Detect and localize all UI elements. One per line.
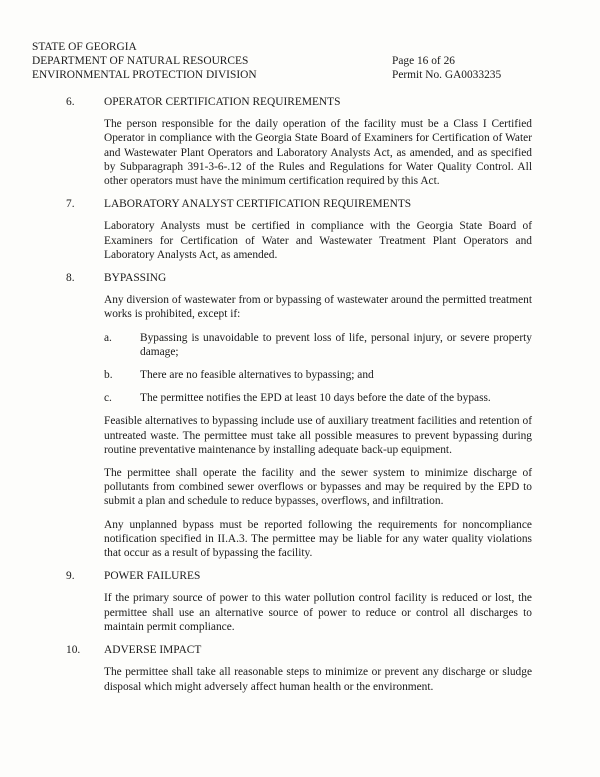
list-item-text: There are no feasible alternatives to bypassing; and (140, 369, 374, 382)
list-item-text: Bypassing is unavoidable to prevent loss of life, personal injury, or severe property damage; (140, 331, 532, 358)
agency-line: STATE OF GEORGIA (32, 41, 137, 53)
permit-number: Permit No. GA0033235 (392, 69, 502, 81)
section-number: 9. (66, 570, 75, 583)
page-info (392, 54, 501, 82)
section-operator-certification (32, 95, 532, 188)
agency-block (32, 40, 257, 82)
section-number: 10. (66, 644, 81, 657)
page-number: Page 16 of 26 (392, 55, 455, 67)
document-body (32, 95, 532, 703)
list-item (104, 368, 532, 382)
list-item-letter: b. (104, 369, 113, 382)
section-number: 7. (66, 198, 75, 211)
section-power-failures (32, 569, 532, 634)
section-title: ADVERSE IMPACT (104, 644, 202, 657)
list-item-text: The permittee notifies the EPD at least 10 days before the date of the bypass. (140, 392, 491, 405)
agency-line: DEPARTMENT OF NATURAL RESOURCES (32, 55, 249, 67)
paragraph: The permittee shall take all reasonable steps to minimize or prevent any discharge or sludge disposal which might adversely affect human health or the environment. (104, 666, 532, 693)
paragraph: Feasible alternatives to bypassing include use of auxiliary treatment facilities and retention of untreated waste. The permittee must take all possible measures to prevent bypassing during routine preventative maintenance by installing adequate back-up equipment. (104, 415, 532, 456)
paragraph: The permittee shall operate the facility and the sewer system to minimize discharge of pollutants from combined sewer overflows or bypasses and may be required by the EPD to submit a plan and schedule to reduce bypasses, overflows, and infiltration. (104, 467, 532, 508)
section-heading (32, 569, 532, 583)
list-item (104, 331, 532, 359)
paragraph: If the primary source of power to this water pollution control facility is reduced or lost, the permittee shall use an alternative source of power to reduce or control all discharges to maintain permit compliance. (104, 592, 532, 633)
section-bypassing (32, 271, 532, 560)
section-title: OPERATOR CERTIFICATION REQUIREMENTS (104, 96, 341, 108)
paragraph: The person responsible for the daily operation of the facility must be a Class I Certified Operator in compliance with the Georgia State Board of Examiners for Certification of Water and Wastewater Plant Operators and Laboratory Analysts Act, as amended, and as specified by Subparagraph 391-3-6-.12 of the Rules and Regulations for Water Quality Control. All other operators must have the minimum certification required by this Act. (104, 118, 532, 188)
section-number: 8. (66, 272, 75, 285)
list-item (104, 391, 532, 405)
section-heading (32, 271, 532, 285)
paragraph: Any diversion of wastewater from or bypassing of wastewater around the permitted treatment works is prohibited, except if: (104, 294, 532, 321)
paragraph: Any unplanned bypass must be reported following the requirements for noncompliance notification specified in II.A.3. The permittee may be liable for any water quality violations that occur as a result of bypassing the facility. (104, 518, 532, 560)
section-heading (32, 95, 532, 109)
section-heading (32, 197, 532, 211)
section-title: LABORATORY ANALYST CERTIFICATION REQUIREMENTS (104, 198, 412, 211)
section-number: 6. (66, 96, 75, 108)
list-item-letter: c. (104, 392, 112, 405)
section-title: BYPASSING (104, 272, 167, 285)
section-laboratory-certification (32, 197, 532, 262)
section-heading (32, 643, 532, 657)
agency-line: ENVIRONMENTAL PROTECTION DIVISION (32, 69, 257, 81)
section-adverse-impact (32, 643, 532, 694)
paragraph: Laboratory Analysts must be certified in compliance with the Georgia State Board of Examiners for Certification of Water and Wastewater Treatment Plant Operators and Laboratory Analysts Act, as amended. (104, 220, 532, 261)
section-title: POWER FAILURES (104, 570, 201, 583)
list-item-letter: a. (104, 331, 112, 344)
